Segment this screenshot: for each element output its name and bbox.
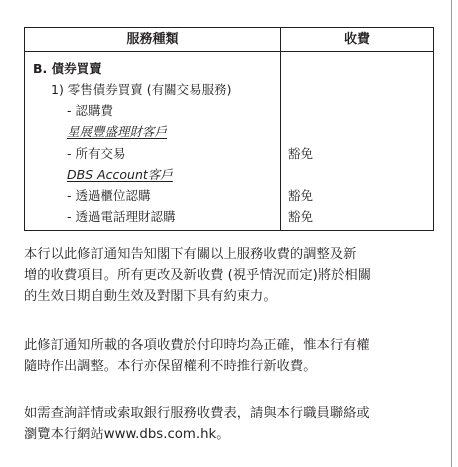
row-treasures-client: 星展豐盛理財客戶 [67,124,168,139]
fee-all-transactions: 豁免 [288,146,314,161]
section-title: B. 債券買賣 [33,61,102,76]
paragraph-line: 瀏覽本行網站www.dbs.com.hk。 [24,427,230,442]
fee-counter-subscription: 豁免 [288,188,314,203]
row-dbs-account-client: DBS Account客戶 [67,167,173,182]
fee-table [24,27,434,231]
fee-phone-banking-subscription: 豁免 [288,209,314,224]
header-fee: 收費 [343,32,370,47]
paragraph-line: 的生效日期自動生效及對閣下具有約束力。 [24,289,277,304]
paragraph-line: 如需查詢詳情或索取銀行服務收費表，請與本行職員聯絡或 [24,406,370,421]
column-divider [280,28,281,230]
header-service-type: 服務種類 [126,32,179,47]
paragraph-line: 本行以此修訂通知告知閣下有關以上服務收費的調整及新 [24,247,357,262]
row-retail-bond-trading: 1) 零售債券買賣 (有關交易服務) [51,82,232,97]
page-edge-rule [451,0,452,467]
row-all-transactions: - 所有交易 [67,146,126,161]
row-phone-banking-subscription: - 透過電話理財認購 [67,209,176,224]
table-header-row [25,28,433,52]
row-counter-subscription: - 透過櫃位認購 [67,188,151,203]
paragraph-line: 增的收費項目。所有更改及新收費 (視乎情況而定)將於相關 [24,268,372,283]
paragraph-charges-correct [24,335,434,377]
paragraph-enquiries [24,403,434,445]
row-subscription-fee: - 認購費 [67,103,113,118]
paragraph-line: 隨時作出調整。本行亦保留權利不時推行新收費。 [24,359,317,374]
paragraph-line: 此修訂通知所載的各項收費於付印時均為正確，惟本行有權 [24,338,370,353]
paragraph-revision-notice [24,244,434,307]
